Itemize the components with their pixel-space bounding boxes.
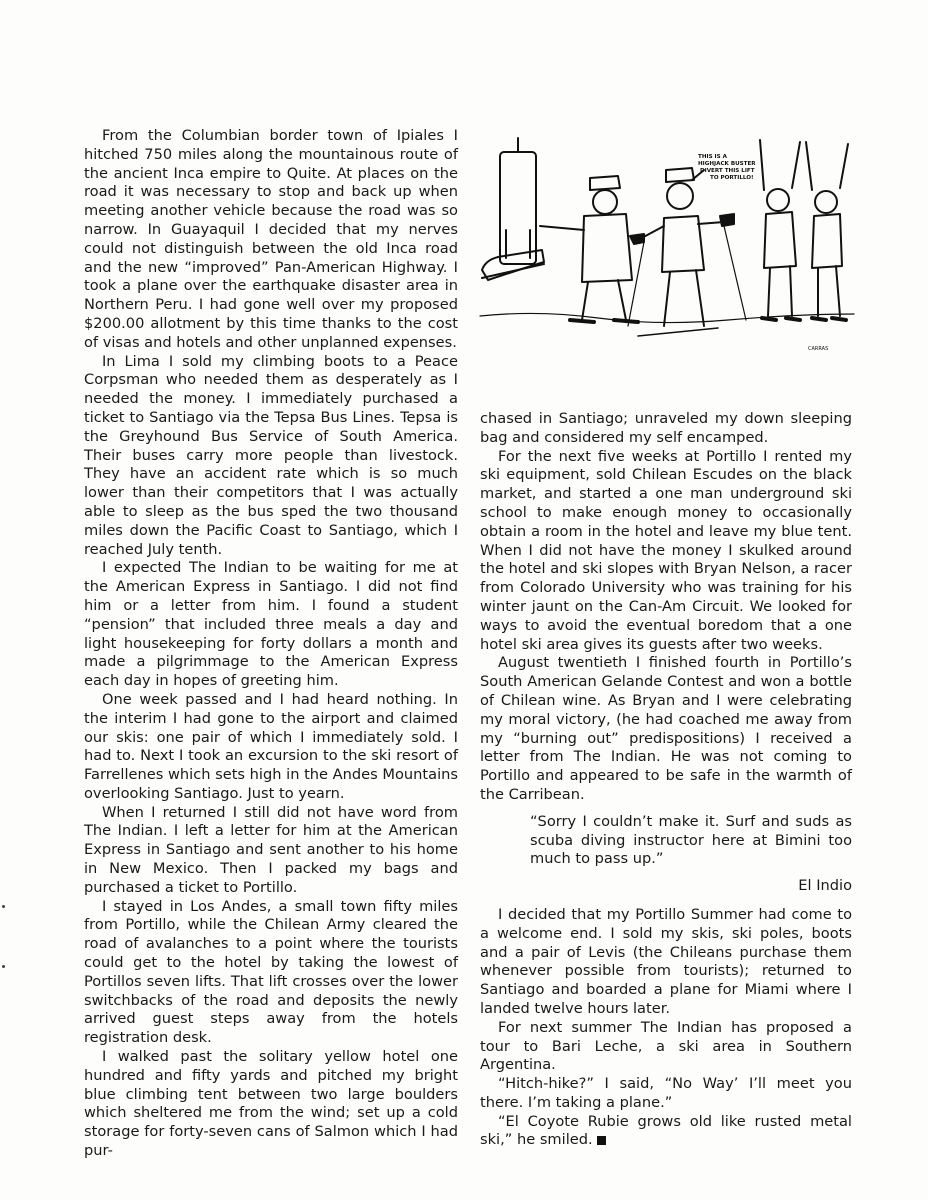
cartoon-artist-signature: CARRAS xyxy=(808,346,829,352)
right-column xyxy=(480,410,852,1150)
left-column xyxy=(84,127,458,1161)
letter-signature: El Indio xyxy=(798,877,852,895)
cartoon-illustration xyxy=(478,130,856,370)
scan-speck xyxy=(2,905,5,908)
speech-bubble-line-2: HIGHJACK BUSTER xyxy=(698,161,756,167)
letter-quote: “Sorry I couldn’t make it. Surf and suds as scuba diving instructor here at Bimini too much to pass up.” xyxy=(530,812,852,868)
paragraph-continuation: chased in Santiago; unraveled my down sleeping bag and considered my self encamped. xyxy=(480,410,852,446)
paragraph-1: From the Columbian border town of Ipiales I hitched 750 miles along the mountainous route of the ancient Inca empire to Quite. At places on the road it was necessary to stop and back up when meeting another vehicle because the road was so narrow. In Guayaquil I decided that my nerves could not distinguish between the old Inca road and the new “improved” Pan-American Highway. I took a plane over the earthquake disaster area in Northern Peru. I had gone well over my proposed $200.00 allotment by this time thanks to the cost of visas and hotels and other unplanned expenses. xyxy=(84,127,458,351)
paragraph-12: “Hitch-hike?” I said, “No Way’ I’ll meet you there. I’m taking a plane.” xyxy=(480,1075,852,1111)
paragraph-7: I walked past the solitary yellow hotel one hundred and fifty yards and pitched my bright blue climbing tent between two large boulders which sheltered me from the wind; set up a cold storage for forty-seven cans of Salmon which I had pur- xyxy=(84,1048,458,1160)
speech-bubble-line-4: TO PORTILLO! xyxy=(710,175,754,181)
paragraph-11: For next summer The Indian has proposed a tour to Bari Leche, a ski area in Southern Argentina. xyxy=(480,1018,852,1074)
paragraph-2: In Lima I sold my climbing boots to a Peace Corpsman who needed them as desperately as I needed the money. I immediately purchased a ticket to Santiago via the Tepsa Bus Lines. Tepsa is the Greyhound Bus Service of South America. Their buses carry more people than livestock. They have an accident rate which is so much lower than their competitors that I was actually able to sleep as the bus sped the two thousand miles down the Pacific Coast to Santiago, which I reached July tenth. xyxy=(84,352,458,558)
paragraph-9: August twentieth I finished fourth in Portillo’s South American Gelande Contest and won a bottle of Chilean wine. As Bryan and I were celebrating my moral victory, (he had coached me away from my “burning out” predispositions) I received a letter from The Indian. He was not coming to Portillo and appeared to be safe in the warmth of the Carribean. xyxy=(480,654,852,803)
paragraph-4: One week passed and I had heard nothing. In the interim I had gone to the airport and claimed our skis: one pair of which I immediately sold. I had to. Next I took an excursion to the ski resort of Farrellenes which sets high in the Andes Mountains overlooking Santiago. Just to yearn. xyxy=(84,690,458,802)
paragraph-8: For the next five weeks at Portillo I rented my ski equipment, sold Chilean Escudes on the black market, and started a one man underground ski school to make enough money to occasionally obtain a room in the hotel and leave my blue tent. When I did not have the money I skulked around the hotel and ski slopes with Bryan Nelson, a racer from Colorado University who was training for his winter jaunt on the Can-Am Circuit. We looked for ways to avoid the eventual boredom that a one hotel ski area gives its guests after two weeks. xyxy=(480,447,852,653)
paragraph-13 xyxy=(480,1113,852,1151)
scan-speck xyxy=(2,965,5,968)
speech-bubble-line-3: DIVERT THIS LIFT xyxy=(700,168,755,174)
speech-bubble-line-1: THIS IS A xyxy=(698,154,727,160)
paragraph-3: I expected The Indian to be waiting for me at the American Express in Santiago. I did not find him or a letter from him. I found a student “pension” that included three meals a day and light housekeeping for forty dollars a month and made a pilgrimmage to the American Express each day in hopes of greeting him. xyxy=(84,559,458,690)
end-of-article-mark xyxy=(597,1136,606,1145)
paragraph-5: When I returned I still did not have word from The Indian. I left a letter for him at the American Express in Santiago and sent another to his home in New Mexico. Then I packed my bags and purchased a ticket to Portillo. xyxy=(84,803,458,896)
paragraph-13-text: “El Coyote Rubie grows old like rusted metal ski,” he smiled. xyxy=(480,1112,852,1149)
paragraph-6: I stayed in Los Andes, a small town fifty miles from Portillo, while the Chilean Army cleared the road of avalanches to a point where the tourists could get to the hotel by taking the lowest of Portillos seven lifts. That lift crosses over the lower switchbacks of the road and deposits the newly arrived guest steps away from the hotels registration desk. xyxy=(84,897,458,1047)
paragraph-10: I decided that my Portillo Summer had come to a welcome end. I sold my skis, ski poles, boots and a pair of Levis (the Chileans purchase them whenever possible from tourists); returned to Santiago and boarded a plane for Miami where I landed twelve hours later. xyxy=(480,905,852,1017)
